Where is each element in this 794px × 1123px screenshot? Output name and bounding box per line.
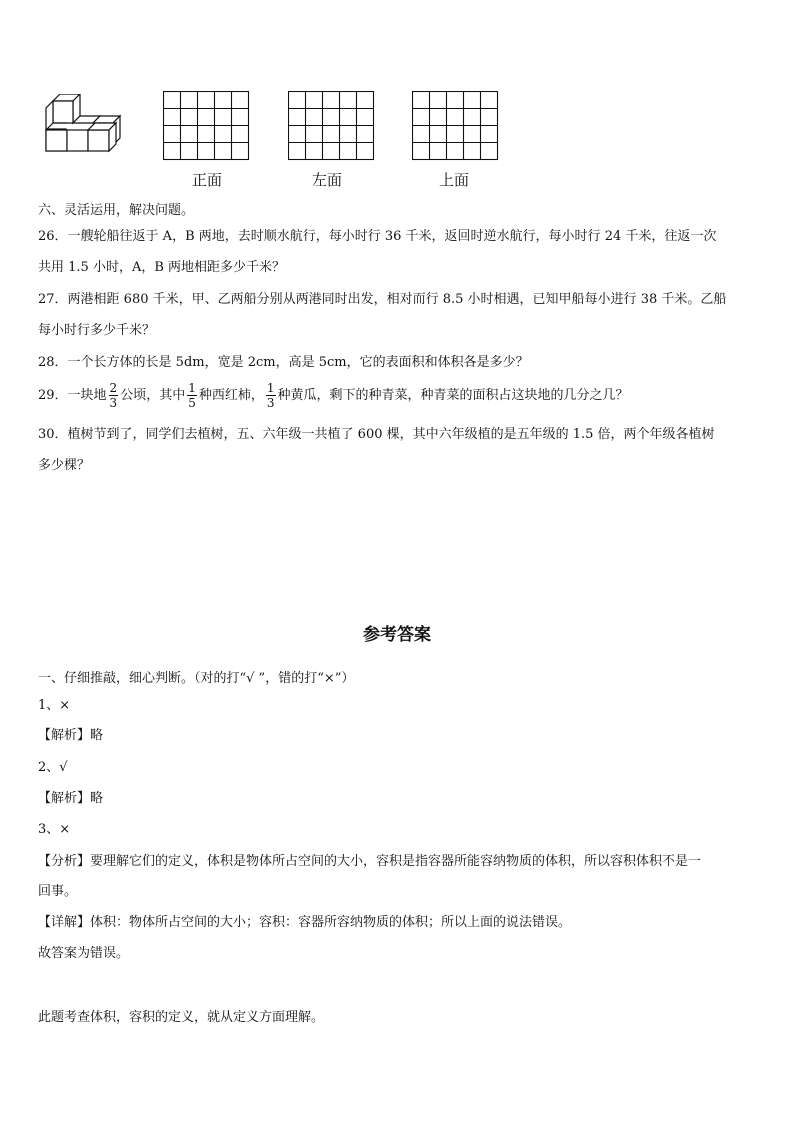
answer-3: 3、×: [38, 822, 71, 837]
front-view-label: 正面: [192, 171, 223, 189]
question-29: [38, 378, 629, 414]
answer-3-analysis-line2: 回事。: [38, 884, 78, 899]
q29-part1: 29．一块地: [38, 388, 107, 403]
q29-part3: 种西红柿，: [198, 388, 264, 403]
question-26-line1: 26．一艘轮船往返于 A，B 两地，去时顺水航行，每小时行 36 千米，返回时逆水航行，每小时行 24 千米，往返一次: [38, 229, 717, 244]
fraction-1-5: [187, 381, 197, 410]
left-view-grid: [288, 91, 376, 161]
answer-2-note: 【解析】略: [38, 791, 104, 806]
fraction-denominator: 3: [109, 396, 118, 410]
top-view-label: 上面: [439, 171, 470, 189]
question-28: 28．一个长方体的长是 5dm，宽是 2cm，高是 5cm，它的表面积和体积各是多少？: [38, 355, 529, 370]
question-30-line1: 30．植树节到了，同学们去植树，五、六年级一共植了 600 棵，其中六年级植的是五年级的 1.5 倍，两个年级各植树: [38, 427, 715, 442]
question-27-line1: 27．两港相距 680 千米，甲、乙两船分别从两港同时出发，相对而行 8.5 小时相遇，已知甲船每小进行 38 千米。乙船: [38, 292, 727, 307]
section6-heading: 六、灵活运用，解决问题。: [38, 203, 195, 218]
answer-1-note: 【解析】略: [38, 728, 104, 743]
question-27-line2: 每小时行多少千米？: [38, 323, 156, 338]
fraction-numerator: 1: [188, 381, 196, 395]
answers-title: 参考答案: [363, 625, 431, 645]
answer-3-analysis-line1: 【分析】要理解它们的定义，体积是物体所占空间的大小，容积是指容器所能容纳物质的体积，所以容积体积不是一: [38, 854, 702, 869]
fraction-1-3: [266, 381, 276, 410]
question-26-line2: 共用 1.5 小时，A，B 两地相距多少千米？: [38, 260, 286, 275]
answer-1: 1、×: [38, 698, 71, 713]
fraction-numerator: 2: [109, 381, 118, 395]
answer-3-comment: 此题考查体积，容积的定义，就从定义方面理解。: [38, 1010, 325, 1025]
answer-2: 2、√: [38, 760, 68, 775]
answers-section1-heading: 一、仔细推敲，细心判断。（对的打“√ ”，错的打“×”）: [38, 671, 355, 686]
answer-3-conclusion: 故答案为错误。: [38, 946, 130, 961]
question-30-line2: 多少棵？: [38, 458, 91, 473]
left-view-label: 左面: [312, 171, 343, 189]
fraction-denominator: 5: [188, 396, 196, 410]
front-view-grid: [163, 91, 251, 161]
q29-part4: 种黄瓜，剩下的种青菜，种青菜的面积占这块地的几分之几？: [277, 388, 629, 403]
answer-3-detail: 【详解】体积：物体所占空间的大小；容积：容器所容纳物质的体积；所以上面的说法错误。: [38, 915, 572, 930]
top-view-grid: [412, 91, 500, 161]
fraction-2-3: [109, 381, 119, 410]
q29-part2: 公顷，其中: [120, 388, 186, 403]
fraction-denominator: 3: [266, 396, 275, 410]
fraction-numerator: 1: [266, 381, 275, 395]
cube-stack-figure: [40, 94, 126, 156]
